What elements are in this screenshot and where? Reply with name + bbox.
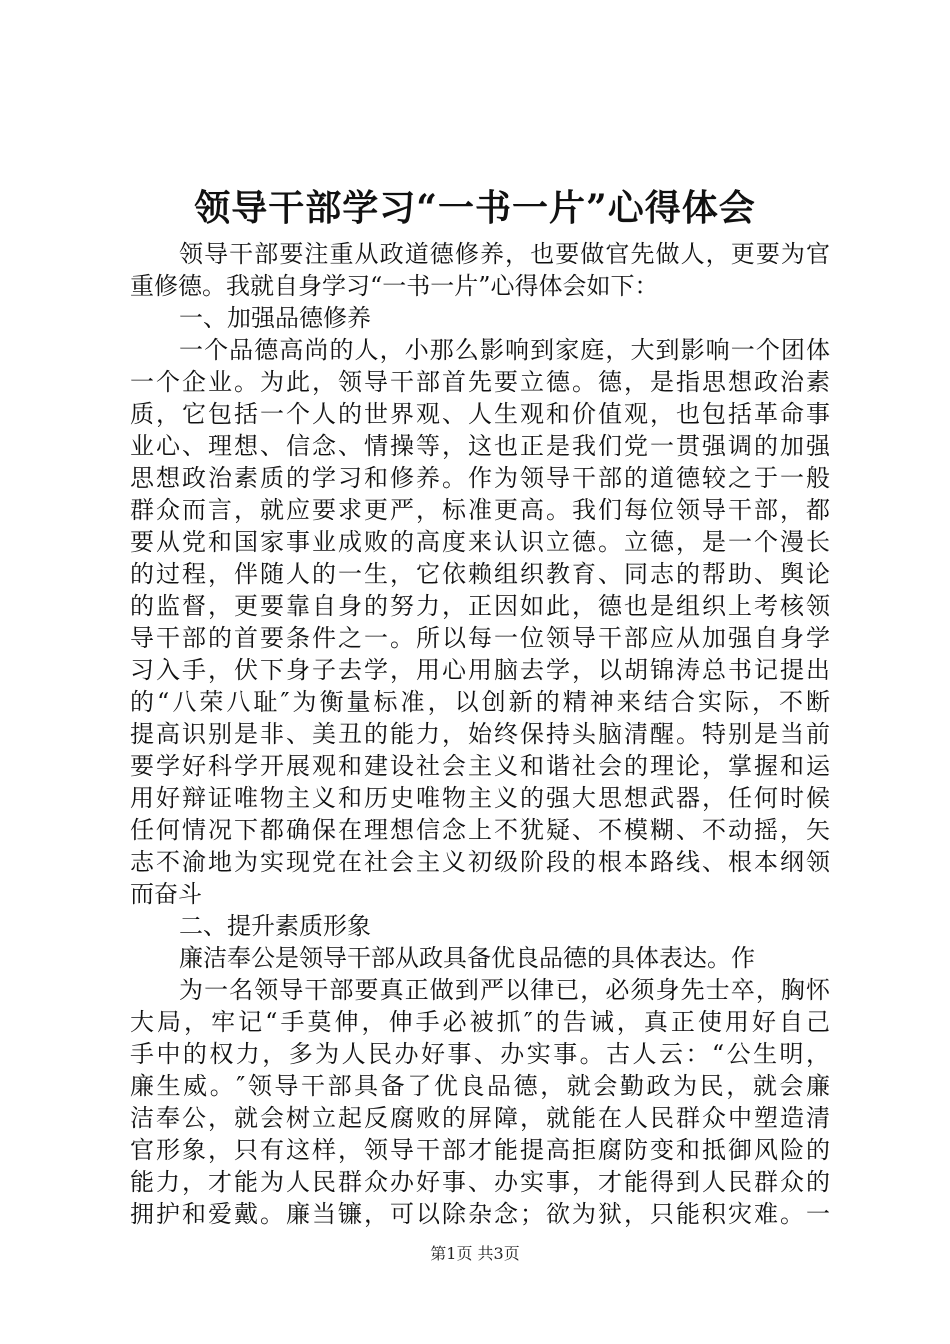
body-line: 的监督，更要靠自身的努力，正因如此，德也是组织上考核领 — [130, 592, 830, 620]
body-line: 任何情况下都确保在理想信念上不犹疑、不模糊、不动摇，矢 — [130, 816, 830, 844]
body-line: 的“八荣八耻″为衡量标准，以创新的精神来结合实际，不断 — [130, 688, 830, 716]
body-line: 习入手，伏下身子去学，用心用脑去学，以胡锦涛总书记提出 — [130, 656, 830, 684]
body-line: 一、加强品德修养 — [179, 304, 371, 332]
body-line: 手中的权力，多为人民办好事、办实事。古人云：“公生明， — [130, 1040, 830, 1068]
body-line: 业心、理想、信念、情操等，这也正是我们党一贯强调的加强 — [130, 432, 830, 460]
body-line: 思想政治素质的学习和修养。作为领导干部的道德较之于一般 — [130, 464, 830, 492]
body-line: 为一名领导干部要真正做到严以律已，必须身先士卒，胸怀 — [179, 976, 830, 1004]
body-line: 的过程，伴随人的一生，它依赖组织教育、同志的帮助、舆论 — [130, 560, 830, 588]
body-line: 廉生威。″领导干部具备了优良品德，就会勤政为民，就会廉 — [130, 1072, 830, 1100]
body-line: 领导干部要注重从政道德修养，也要做官先做人，更要为官 — [179, 240, 830, 268]
body-line: 官形象，只有这样，领导干部才能提高拒腐防变和抵御风险的 — [130, 1136, 830, 1164]
body-line: 二、提升素质形象 — [179, 912, 371, 940]
document-title: 领导干部学习“一书一片”心得体会 — [194, 187, 756, 229]
body-line: 一个品德高尚的人，小那么影响到家庭，大到影响一个团体 — [179, 336, 830, 364]
body-line: 志不渝地为实现党在社会主义初级阶段的根本路线、根本纲领 — [130, 848, 830, 876]
page-footer: 第1页 共3页 — [430, 1244, 520, 1263]
body-line: 洁奉公，就会树立起反腐败的屏障，就能在人民群众中塑造清 — [130, 1104, 830, 1132]
body-line: 导干部的首要条件之一。所以每一位领导干部应从加强自身学 — [130, 624, 830, 652]
body-line: 重修德。我就自身学习“一书一片”心得体会如下： — [130, 272, 659, 300]
body-line: 拥护和爱戴。廉当镰，可以除杂念；欲为狱，只能积灾难。一 — [130, 1200, 830, 1228]
body-line: 要从党和国家事业成败的高度来认识立德。立德，是一个漫长 — [130, 528, 830, 556]
body-line: 群众而言，就应要求更严，标准更高。我们每位领导干部，都 — [130, 496, 830, 524]
body-line: 而奋斗 — [130, 880, 202, 908]
body-line: 一个企业。为此，领导干部首先要立德。德，是指思想政治素 — [130, 368, 830, 396]
body-line: 要学好科学开展观和建设社会主义和谐社会的理论，掌握和运 — [130, 752, 830, 780]
body-line: 能力，才能为人民群众办好事、办实事，才能得到人民群众的 — [130, 1168, 830, 1196]
body-line: 用好辩证唯物主义和历史唯物主义的强大思想武器，任何时候 — [130, 784, 830, 812]
document-body — [130, 238, 830, 1230]
body-line: 大局，牢记“手莫伸，伸手必被抓″的告诫，真正使用好自己 — [130, 1008, 830, 1036]
body-line: 质，它包括一个人的世界观、人生观和价值观，也包括革命事 — [130, 400, 830, 428]
body-line: 廉洁奉公是领导干部从政具备优良品德的具体表达。作 — [179, 944, 755, 972]
body-line: 提高识别是非、美丑的能力，始终保持头脑清醒。特别是当前 — [130, 720, 830, 748]
